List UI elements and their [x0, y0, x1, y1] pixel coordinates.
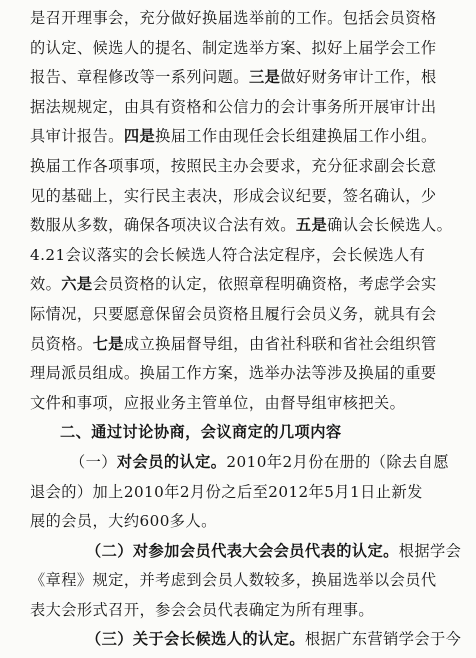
- bold-keyword: 对会员的认定。: [116, 452, 227, 471]
- text-span: （一）: [70, 452, 117, 471]
- text-line-17: [30, 478, 448, 508]
- bold-keyword: 六是: [61, 275, 93, 294]
- text-line-3: [30, 63, 448, 93]
- text-span: 展的会员，大约600多人。: [30, 512, 217, 531]
- text-line-10: [30, 270, 448, 300]
- text-line-12: [30, 330, 448, 360]
- text-line-22: [30, 625, 462, 655]
- text-line-5: [30, 122, 448, 152]
- text-line-20: [30, 566, 448, 596]
- text-span: 据法规规定，由具有资格和公信力的会计事务所开展审计出: [30, 97, 437, 116]
- text-span: 文件和事项，应报业务主管单位，由督导组审核把关。: [30, 393, 406, 412]
- bold-keyword: 五是: [295, 216, 328, 235]
- text-span: 退会的）加上2010年2月份之后至2012年5月1日止新发: [30, 482, 423, 501]
- text-line-21: [30, 596, 448, 626]
- text-line-4: [30, 93, 448, 123]
- text-span: 根据学会: [398, 541, 462, 560]
- text-line-11: [30, 300, 448, 330]
- text-span: 效。: [30, 275, 62, 294]
- text-line-9: [30, 241, 448, 271]
- text-line-2: [30, 34, 448, 64]
- section-heading: [30, 418, 448, 448]
- text-span: 表大会形式召开，参会会员代表确定为所有理事。: [30, 600, 375, 619]
- heading-text: 二、通过讨论协商，会议商定的几项内容: [60, 423, 342, 442]
- bold-keyword: 三是: [248, 68, 281, 87]
- text-span: 员资格。: [30, 334, 93, 353]
- text-line-8: [30, 211, 453, 241]
- text-line-7: [30, 182, 448, 212]
- bold-keyword: 四是: [123, 127, 156, 146]
- text-span: 换届工作由现任会长组建换届工作小组。: [155, 127, 437, 146]
- text-span: 换届工作各项事项，按照民主办会要求，充分征求副会长意: [30, 156, 437, 175]
- text-span: 见的基础上，实行民主表决，形成会议纪要，签名确认，少: [30, 186, 437, 205]
- text-line-19: [30, 537, 462, 567]
- bold-keyword: （三）关于会长候选人的认定。: [86, 630, 305, 649]
- text-span: 际情况，只要愿意保留会员资格且履行会员义务，就具有会: [30, 304, 437, 323]
- text-span: 数服从多数，确保各项决议合法有效。: [30, 216, 296, 235]
- text-line-6: [30, 152, 448, 182]
- text-line-13: [30, 359, 448, 389]
- text-span: 做好财务审计工作，根: [280, 68, 437, 87]
- text-span: 是召开理事会，充分做好换届选举前的工作。包括会员资格: [30, 9, 437, 27]
- text-line-16: [30, 448, 448, 478]
- bold-keyword: （二）对参加会员代表大会会员代表的认定。: [86, 541, 399, 560]
- bold-keyword: 七是: [92, 334, 124, 353]
- text-span: 确认会长候选人。: [327, 216, 453, 235]
- text-span: 根据广东营销学会于今: [304, 630, 462, 649]
- text-span: 的认定、候选人的提名、制定选举方案、拟好上届学会工作: [30, 38, 437, 57]
- text-line-1: [30, 4, 448, 34]
- text-span: 4.21会议落实的会长候选人符合法定程序，会长候选人有: [30, 245, 426, 264]
- text-span: 报告、章程修改等一系列问题。: [30, 68, 249, 87]
- text-span: 成立换届督导组，由省社科联和省社会组织管: [123, 334, 437, 353]
- text-span: 具审计报告。: [30, 127, 124, 146]
- text-span: 会员资格的认定，依照章程明确资格，考虑学会实: [92, 275, 437, 294]
- text-span: 理局派员组成。换届工作方案，选举办法等涉及换届的重要: [30, 364, 437, 383]
- text-span: 《章程》规定，并考虑到会员人数较多，换届选举以会员代: [30, 571, 437, 590]
- text-line-18: [30, 507, 448, 537]
- text-line-14: [30, 389, 448, 419]
- text-span: 2010年2月份在册的（除去自愿: [226, 452, 449, 471]
